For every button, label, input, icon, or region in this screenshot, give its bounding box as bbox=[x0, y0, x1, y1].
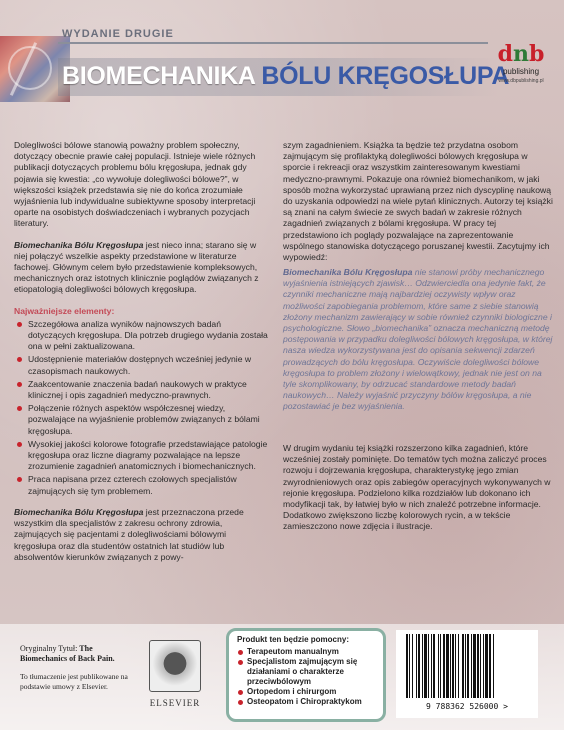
elsevier-tree-icon bbox=[149, 640, 201, 692]
target-audience-heading: Produkt ten będzie pomocny: bbox=[237, 635, 350, 644]
audience-item: Specjalistom zajmującym się działaniami o charakterze przeciwbólowym bbox=[237, 657, 375, 687]
highlights-list bbox=[14, 319, 270, 497]
publisher-logo-mark: dnb bbox=[497, 41, 545, 67]
edition-label: WYDANIE DRUGIE bbox=[62, 28, 174, 40]
quote-text: nie stanowi próby mechanicznego wyjaśnienia istniejących zjawisk… Odzwierciedla ona jedynie fakt, że czynniki mechaniczne mają najbardziej oczywisty wpływ oraz możliwości zapobiegania problemom, które same z siebie stanowią złożony mechanizm zawierający w sobie również czynniki biologiczne i psychologiczne. Słowo „biomechanika” oznacza mechaniczną metodę postępowania w przypadku dolegliwości bólowych kręgosłupa, w której nasza wiedza wykorzystywana jest do opisania sekwencji zdarzeń prowadzących do bólu kręgosłupa. Oczywiście dolegliwości bólowe kręgosłupa to problem złożony i wielowątkowy, jednak nie jest on na tyle skomplikowany, by odrzucać standardowe metody badań naukowych… Należy wyjaśnić przyczyny bólów kręgosłupa, a nie pozostawiać je bez wyjaśnienia. bbox=[283, 267, 553, 412]
title-part-2: BÓLU KRĘGOSŁUPA bbox=[261, 62, 510, 90]
closing-paragraph bbox=[14, 507, 270, 563]
header-rule bbox=[58, 42, 488, 44]
book-title-inline: Biomechanika Bólu Kręgosłupa bbox=[14, 506, 144, 517]
authors-quote bbox=[283, 267, 553, 423]
intro-paragraph-2-text: jest nieco inna; starano się w niej połączyć wszelkie aspekty przedstawione w literaturze fachowej. Głównym celem było przedstawienie kompleksowych, mechanicznych oraz istotnych klinicznie poglądów związanych z etiopatologią dolegliwości bólowych kręgosłupa. bbox=[14, 239, 259, 295]
target-audience-list bbox=[237, 647, 375, 707]
elsevier-logo bbox=[140, 640, 210, 716]
book-title-inline: Biomechanika Bólu Kręgosłupa bbox=[14, 239, 144, 250]
highlight-item: Połączenie różnych aspektów współczesnej wiedzy, pozwalające na wyjaśnienie problemów związanych z bólami kręgosłupa. bbox=[14, 403, 270, 437]
continuation-paragraph: szym zagadnieniem. Książka ta będzie też przydatna osobom zajmującym się profilaktyką dolegliwości bólowych kręgosłupa w sporcie i rekreacji oraz wszystkim zainteresowanym kwestiami medyczno-prawnymi. Pokazuje ona również biomechanikom, w jaki sposób można wykorzystać uprawianą przez nich dyscyplinę naukową do uzyskania odpowiedzi na wiele pytań klinicznych. Autorzy tej książki są znani na całym świecie ze swych badań w zakresie różnych zagadnień związanych z bólami kręgosłupa. W pracy tej przedstawiono ich poglądy pozwalające na zaprezentowanie wspólnego stanowiska dotyczącego poruszanej kwestii. Zacytujmy ich wypowiedź: bbox=[283, 140, 553, 263]
highlight-item: Praca napisana przez czterech czołowych specjalistów zajmujących się tym problemem. bbox=[14, 474, 270, 496]
publisher-name: publishing bbox=[502, 67, 540, 76]
quote-paragraph bbox=[283, 267, 553, 413]
original-title-block bbox=[20, 644, 140, 692]
intro-paragraph-2 bbox=[14, 240, 270, 296]
book-title bbox=[62, 62, 509, 91]
isbn-barcode bbox=[396, 630, 538, 718]
right-column-top bbox=[283, 140, 553, 273]
license-note: To tłumaczenie jest publikowane na podstawie umowy z Elsevier. bbox=[20, 672, 128, 691]
original-title-label: Oryginalny Tytuł: bbox=[20, 644, 78, 653]
highlight-item: Wysokiej jakości kolorowe fotografie przedstawiające patologie kręgosłupa oraz liczne diagramy pozwalające na lepsze zrozumienie zagadnień anatomicznych i biomechanicznych. bbox=[14, 439, 270, 473]
audience-item: Terapeutom manualnym bbox=[237, 647, 375, 657]
second-edition-paragraph: W drugim wydaniu tej książki rozszerzono kilka zagadnień, które wcześniej zostały pominięte. Do tematów tych można zaliczyć proces rozwoju i dojrzewania kręgosłupa, charakterystykę jego zmian zwyrodnieniowych oraz opis zabiegów operacyjnych wykonywanych w rejonie kręgosłupa. Podzielono kilka rozdziałów lub dokonano ich modyfikacji tak, by łatwiej było w nich znaleźć potrzebne informacje. Dodatkowo zwiększono liczbę kolorowych rycin, a w tekście zamieszczono nowe zdjęcia i ilustracje. bbox=[283, 443, 551, 532]
publisher-logo bbox=[487, 42, 555, 106]
target-audience-box bbox=[226, 628, 386, 722]
highlight-item: Udostępnienie materiałów dostępnych wcześniej jedynie w czasopismach naukowych. bbox=[14, 354, 270, 376]
title-part-1: BIOMECHANIKA bbox=[62, 62, 255, 90]
publisher-url: www.dbpublishing.pl bbox=[498, 78, 544, 84]
original-title-line bbox=[20, 644, 140, 664]
quote-book-title: Biomechanika Bólu Kręgosłupa bbox=[283, 267, 413, 277]
closing-paragraph-text: jest przeznaczona przede wszystkim dla specjalistów z zakresu ochrony zdrowia, zajmujących się pacjentami z dolegliwościami bólowymi kręgosłupa oraz dla studentów ostatnich lat studiów lub absolwentów kierunków związanych z powy- bbox=[14, 506, 244, 562]
elsevier-name: ELSEVIER bbox=[149, 698, 201, 708]
left-column bbox=[14, 140, 270, 573]
intro-paragraph-1: Dolegliwości bólowe stanowią poważny problem społeczny, dotyczący obecnie prawie całej populacji. Istnieje wiele różnych publikacji dotyczących problemu bólu kręgosłupa, jednak gdy pojawia się kwestia: „co wywołuje dolegliwości bólowe?”, w większości książek przedstawia się nie do końca zrozumiałe wyjaśnienia lub indywidualne subiektywne sposoby interpretacji oparte na osobistych doświadczeniach i wybranych pozycjach literatury. bbox=[14, 140, 256, 229]
audience-item: Osteopatom i Chiropraktykom bbox=[237, 697, 375, 707]
barcode-bars bbox=[402, 634, 532, 700]
second-edition-paragraph-block bbox=[283, 443, 553, 543]
isbn-number: 9 788362 526000 > bbox=[426, 702, 508, 711]
original-title: The Biomechanics of Back Pain. bbox=[20, 644, 115, 663]
audience-item: Ortopedom i chirurgom bbox=[237, 687, 375, 697]
highlight-item: Szczegółowa analiza wyników najnowszych badań dotyczących kręgosłupa. Dla potrzeb drugiego wydania została ona w pełni zaktualizowana. bbox=[14, 319, 270, 353]
highlights-heading: Najważniejsze elementy: bbox=[14, 305, 115, 316]
highlight-item: Zaakcentowanie znaczenia badań naukowych w praktyce klinicznej i opis zagadnień medyczno-prawnych. bbox=[14, 379, 270, 401]
